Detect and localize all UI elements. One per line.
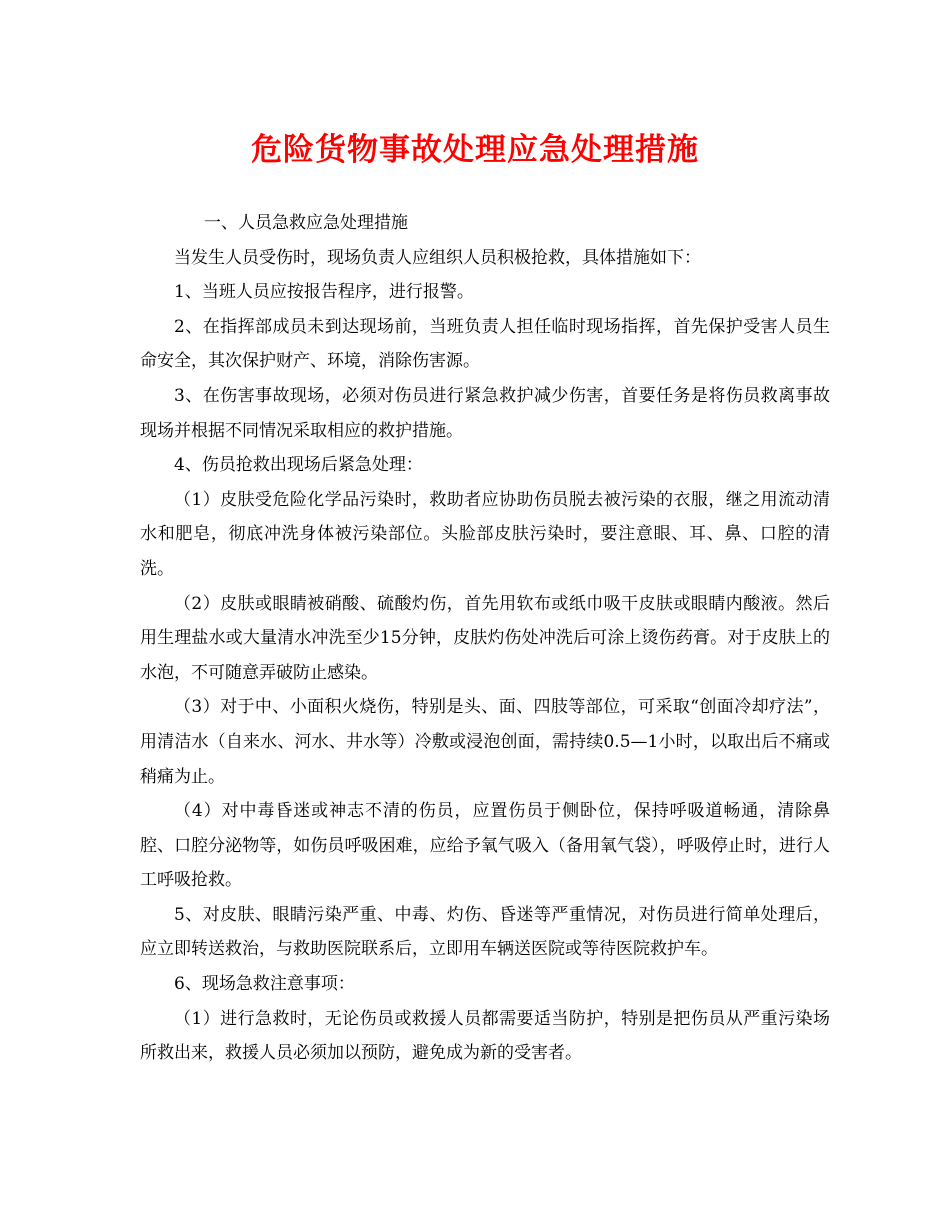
sub-paragraph: （1）进行急救时，无论伤员或救援人员都需要适当防护，特别是把伤员从严重污染场所救出来，救援人员必须加以预防，避免成为新的受害者。: [140, 1008, 830, 1064]
paragraph: 当发生人员受伤时，现场负责人应组织人员积极抢救，具体措施如下：: [174, 247, 701, 268]
paragraph: 6、现场急救注意事项：: [174, 974, 355, 995]
sub-paragraph: （1）皮肤受危险化学品污染时，救助者应协助伤员脱去被污染的衣服，继之用流动清水和肥皂，彻底冲洗身体被污染部位。头脸部皮肤污染时，要注意眼、耳、鼻、口腔的清洗。: [140, 489, 830, 579]
sub-paragraph: （4）对中毒昏迷或神志不清的伤员，应置伤员于侧卧位，保持呼吸道畅通，清除鼻腔、口腔分泌物等，如伤员呼吸困难，应给予氧气吸入（备用氧气袋），呼吸停止时，进行人工呼吸抢救。: [140, 801, 830, 891]
sub-paragraph: （3）对于中、小面积火烧伤，特别是头、面、四肢等部位，可采取“创面冷却疗法”，用清洁水（自来水、河水、井水等）冷敷或浸泡创面，需持续0.5—1小时，以取出后不痛或稍痛为止。: [140, 697, 830, 787]
document-body: [140, 206, 830, 1071]
paragraph: 3、在伤害事故现场，必须对伤员进行紧急救护减少伤害，首要任务是将伤员救离事故现场并根据不同情况采取相应的救护措施。: [140, 385, 830, 441]
paragraph: 2、在指挥部成员未到达现场前，当班负责人担任临时现场指挥，首先保护受害人员生命安全，其次保护财产、环境，消除伤害源。: [140, 316, 830, 372]
paragraph: 4、伤员抢救出现场后紧急处理：: [174, 455, 423, 476]
paragraph: 5、对皮肤、眼睛污染严重、中毒、灼伤、昏迷等严重情况，对伤员进行简单处理后，应立即转送救治，与救助医院联系后，立即用车辆送医院或等待医院救护车。: [140, 904, 830, 960]
sub-paragraph: （2）皮肤或眼睛被硝酸、硫酸灼伤，首先用软布或纸巾吸干皮肤或眼睛内酸液。然后用生理盐水或大量清水冲洗至少15分钟，皮肤灼伤处冲洗后可涂上烫伤药膏。对于皮肤上的水泡，不可随意弄破防止感染。: [140, 593, 830, 683]
section-heading: 一、人员急救应急处理措施: [204, 213, 408, 233]
document-title: 危险货物事故处理应急处理措施: [251, 132, 699, 168]
paragraph: 1、当班人员应按报告程序，进行报警。: [174, 282, 474, 303]
